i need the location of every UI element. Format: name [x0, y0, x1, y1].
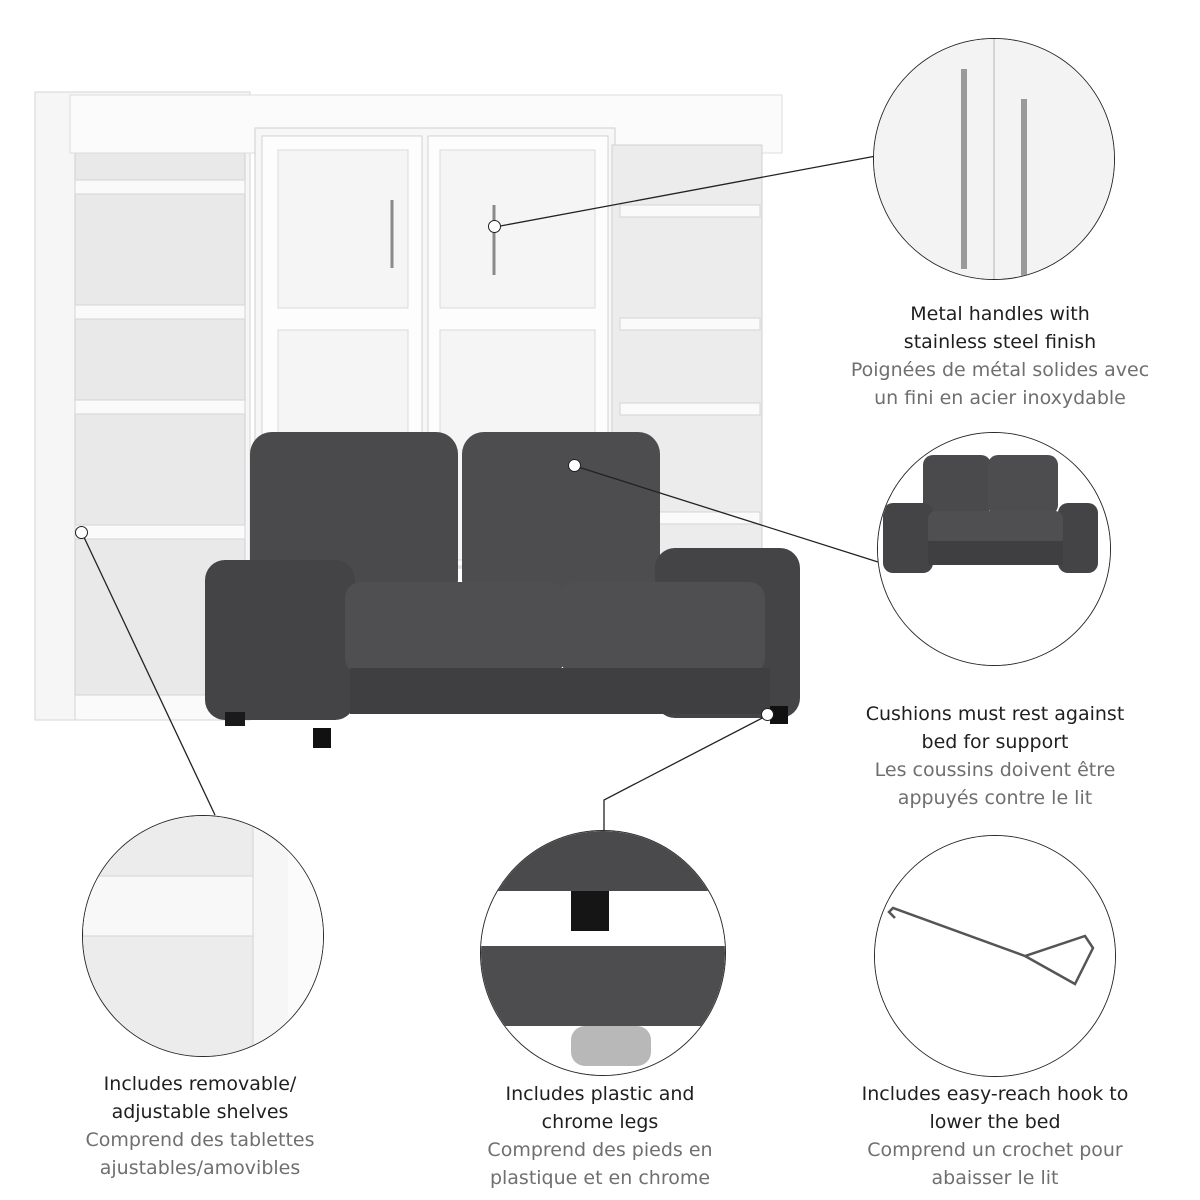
shelves-caption-en-2: adjustable shelves — [111, 1101, 289, 1123]
handles-caption-fr-1: Poignées de métal solides avec — [850, 359, 1150, 381]
leg-callout-dot — [761, 708, 774, 721]
shelves-caption-fr-2: ajustables/amovibles — [99, 1157, 301, 1179]
legs-caption-en-2: chrome legs — [541, 1111, 659, 1133]
handles-caption-en-2: stainless steel finish — [903, 331, 1097, 353]
legs-caption-fr-1: Comprend des pieds en — [487, 1139, 713, 1161]
shelves-caption — [45, 1070, 355, 1182]
handles-caption-fr-2: un fini en acier inoxydable — [874, 387, 1126, 409]
handles-caption — [835, 300, 1165, 412]
cushions-caption — [835, 700, 1155, 812]
shelves-caption-en-1: Includes removable/ — [103, 1073, 297, 1095]
legs-caption-en-1: Includes plastic and — [505, 1083, 695, 1105]
sofa-detail-circle — [877, 432, 1111, 666]
cushions-caption-en-2: bed for support — [921, 731, 1069, 753]
legs-caption — [450, 1080, 750, 1192]
hook-caption-fr-2: abaisser le lit — [931, 1167, 1059, 1189]
legs-caption-fr-2: plastique et en chrome — [489, 1167, 711, 1189]
hook-caption-en-1: Includes easy-reach hook to — [861, 1083, 1129, 1105]
hook-caption — [830, 1080, 1160, 1192]
handles-caption-en-1: Metal handles with — [910, 303, 1090, 325]
shelves-detail-circle — [82, 815, 324, 1057]
shelf-callout-dot — [75, 526, 88, 539]
cushions-caption-fr-1: Les coussins doivent être — [874, 759, 1116, 781]
legs-detail-circle — [480, 830, 726, 1076]
shelves-caption-fr-1: Comprend des tablettes — [85, 1129, 315, 1151]
cushions-caption-fr-2: appuyés contre le lit — [897, 787, 1093, 809]
cushions-caption-en-1: Cushions must rest against — [865, 703, 1125, 725]
handle-callout-dot — [488, 220, 501, 233]
hook-caption-fr-1: Comprend un crochet pour — [867, 1139, 1123, 1161]
cushion-callout-dot — [568, 459, 581, 472]
hook-detail-circle — [874, 835, 1116, 1077]
hook-caption-en-2: lower the bed — [929, 1111, 1061, 1133]
handles-detail-circle — [873, 38, 1115, 280]
